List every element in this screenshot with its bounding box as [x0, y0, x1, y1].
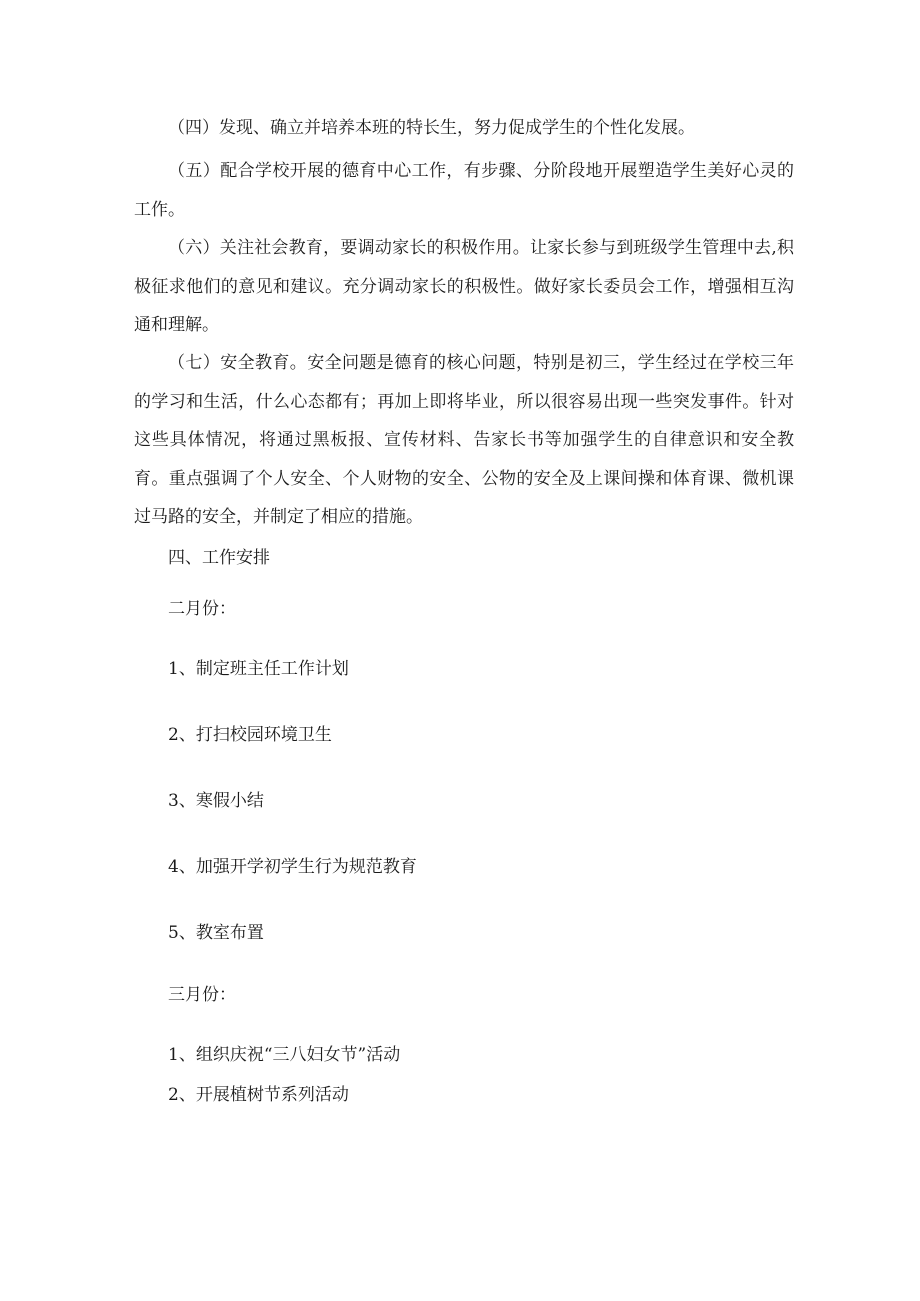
- february-item-1: 1、制定班主任工作计划: [168, 659, 349, 679]
- section-heading: 四、工作安排: [168, 548, 270, 568]
- march-item-1: 1、组织庆祝“三八妇女节”活动: [168, 1045, 401, 1065]
- february-heading: 二月份：: [168, 599, 236, 619]
- february-item-3: 3、寒假小结: [168, 791, 264, 811]
- paragraph-4: （四）发现、确立并培养本班的特长生，努力促成学生的个性化发展。: [168, 118, 695, 138]
- paragraph-6: （六）关注社会教育，要调动家长的积极作用。让家长参与到班级学生管理中去,积极征求他们的意见和建议。充分调动家长的积极性。做好家长委员会工作，增强相互沟通和理解。: [134, 238, 794, 335]
- february-item-2: 2、打扫校园环境卫生: [168, 725, 332, 745]
- march-heading: 三月份：: [168, 985, 236, 1005]
- paragraph-7: （七）安全教育。安全问题是德育的核心问题，特别是初三，学生经过在学校三年的学习和生活，什么心态都有；再加上即将毕业，所以很容易出现一些突发事件。针对这些具体情况，将通过黑板报、宣传材料、告家长书等加强学生的自律意识和安全教育。重点强调了个人安全、个人财物的安全、公物的安全及上课间操和体育课、微机课过马路的安全，并制定了相应的措施。: [134, 353, 794, 527]
- february-item-4: 4、加强开学初学生行为规范教育: [168, 857, 417, 877]
- march-item-2: 2、开展植树节系列活动: [168, 1085, 349, 1105]
- paragraph-5: （五）配合学校开展的德育中心工作，有步骤、分阶段地开展塑造学生美好心灵的工作。: [134, 161, 794, 220]
- february-item-5: 5、教室布置: [168, 923, 264, 943]
